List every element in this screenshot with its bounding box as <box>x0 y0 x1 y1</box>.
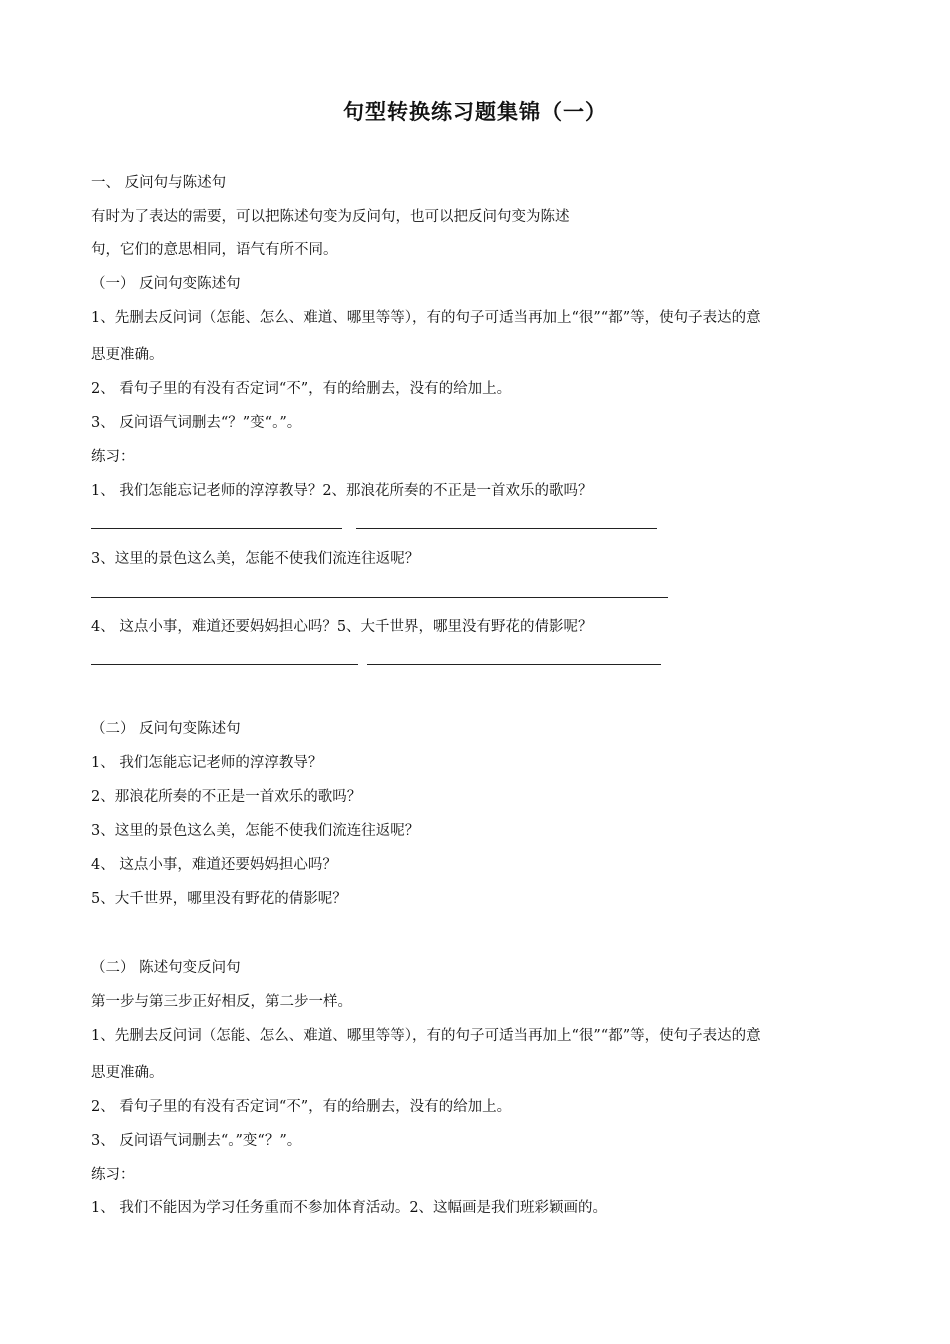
exercise-4-5: 4、 这点小事，难道还要妈妈担心吗？5、大千世界，哪里没有野花的倩影呢？ <box>91 619 593 635</box>
rule-2: 2、 看句子里的有没有否定词“不”，有的给删去，没有的给加上。 <box>91 381 512 397</box>
step-note: 第一步与第三步正好相反，第二步一样。 <box>91 994 352 1010</box>
list-item: 4、 这点小事，难道还要妈妈担心吗？ <box>91 857 337 873</box>
subsection-heading-1: （一） 反问句变陈述句 <box>91 276 241 292</box>
answer-blank-4[interactable] <box>91 664 358 665</box>
rule-2: 2、 看句子里的有没有否定词“不”，有的给删去，没有的给加上。 <box>91 1099 512 1115</box>
answer-blank-2[interactable] <box>356 528 657 529</box>
answer-blank-3[interactable] <box>91 597 668 598</box>
document-title: 句型转换练习题集锦（一） <box>343 99 607 124</box>
subsection-heading-2: （二） 反问句变陈述句 <box>91 721 241 737</box>
rule-3: 3、 反问语气词删去“？”变“。”。 <box>91 415 302 431</box>
list-item: 1、 我们怎能忘记老师的淳淳教导？ <box>91 755 323 771</box>
practice-label: 练习： <box>91 449 135 465</box>
rule-1-line-2: 思更准确。 <box>91 1065 164 1081</box>
answer-blank-1[interactable] <box>91 528 342 529</box>
list-item: 5、大千世界，哪里没有野花的倩影呢？ <box>91 891 347 907</box>
subsection-heading-3: （二） 陈述句变反问句 <box>91 960 241 976</box>
practice-label: 练习： <box>91 1167 135 1183</box>
exercise-1-2: 1、 我们怎能忘记老师的淳淳教导？2、那浪花所奏的不正是一首欢乐的歌吗？ <box>91 483 593 499</box>
exercise-3: 3、这里的景色这么美，怎能不使我们流连往返呢？ <box>91 551 420 567</box>
section-heading: 一、 反问句与陈述句 <box>91 175 227 191</box>
intro-text-line-1: 有时为了表达的需要，可以把陈述句变为反问句，也可以把反问句变为陈述 <box>91 209 570 225</box>
list-item: 2、那浪花所奏的不正是一首欢乐的歌吗？ <box>91 789 362 805</box>
rule-1-line-2: 思更准确。 <box>91 347 164 363</box>
rule-3: 3、 反问语气词删去“。”变“？”。 <box>91 1133 302 1149</box>
answer-blank-5[interactable] <box>367 664 661 665</box>
rule-1-line-1: 1、先删去反问词（怎能、怎么、难道、哪里等等），有的句子可适当再加上“很”“都”等，使句子表达的意 <box>91 310 761 326</box>
exercise-1-2: 1、 我们不能因为学习任务重而不参加体育活动。2、这幅画是我们班彩颖画的。 <box>91 1200 608 1216</box>
list-item: 3、这里的景色这么美，怎能不使我们流连往返呢？ <box>91 823 420 839</box>
intro-text-line-2: 句，它们的意思相同，语气有所不同。 <box>91 242 338 258</box>
rule-1-line-1: 1、先删去反问词（怎能、怎么、难道、哪里等等），有的句子可适当再加上“很”“都”等，使句子表达的意 <box>91 1028 761 1044</box>
